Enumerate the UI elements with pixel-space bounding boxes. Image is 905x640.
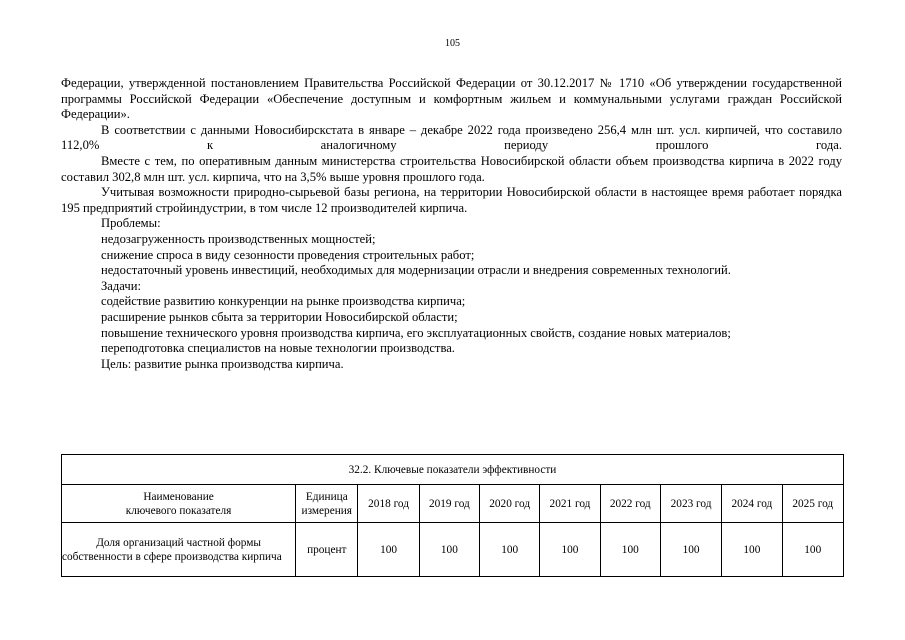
header-year: 2023 год — [660, 485, 721, 523]
table-row — [62, 523, 844, 577]
paragraph-enterprises: Учитывая возможности природно-сырьевой базы региона, на территории Новосибирской области в настоящее время работает порядка 195 предприятий стройиндустрии, в том числе 12 производителей кирпича. — [61, 185, 842, 215]
header-year: 2022 год — [600, 485, 660, 523]
indicator-name: Доля организаций частной формы собственности в сфере производства кирпича — [62, 523, 296, 577]
indicator-value: 100 — [480, 523, 540, 577]
document-body — [61, 76, 842, 372]
task-item: расширение рынков сбыта за территории Новосибирской области; — [101, 309, 458, 324]
paragraph-continuation: Федерации, утвержденной постановлением Правительства Российской Федерации от 30.12.2017 № 1710 «Об утверждении государственной программы Российской Федерации «Обеспечение доступным и комфортным жильем и коммунальными услугами граждан Российской Федерации». — [61, 76, 842, 122]
indicator-value: 100 — [782, 523, 843, 577]
table-header-row — [62, 485, 844, 523]
paragraph-novosibirskstat: В соответствии с данными Новосибирскстата в январе – декабре 2022 года произведено 256,4 млн шт. усл. кирпичей, что составило 112,0% к аналогичному периоду прошлого года. — [61, 122, 842, 153]
header-year: 2018 год — [358, 485, 419, 523]
header-year: 2021 год — [540, 485, 600, 523]
indicator-value: 100 — [722, 523, 782, 577]
indicator-value: 100 — [540, 523, 600, 577]
indicator-value: 100 — [600, 523, 660, 577]
header-year: 2019 год — [419, 485, 479, 523]
problem-item: снижение спроса в виду сезонности проведения строительных работ; — [101, 247, 475, 262]
problem-item: недозагруженность производственных мощностей; — [101, 231, 376, 246]
problem-item: недостаточный уровень инвестиций, необходимых для модернизации отрасли и внедрения современных технологий. — [101, 263, 731, 278]
header-indicator-name: Наименование ключевого показателя — [62, 485, 296, 523]
kpi-table — [61, 454, 844, 577]
problems-heading: Проблемы: — [101, 216, 161, 231]
page-number: 105 — [445, 38, 460, 49]
header-year: 2020 год — [480, 485, 540, 523]
paragraph-ministry-data: Вместе с тем, по оперативным данным министерства строительства Новосибирской области объем производства кирпича в 2022 году составил 302,8 млн шт. усл. кирпича, что на 3,5% выше уровня прошлого года. — [61, 153, 842, 184]
header-unit: Единица измерения — [296, 485, 358, 523]
indicator-value: 100 — [358, 523, 419, 577]
indicator-unit: процент — [296, 523, 358, 577]
goal-statement: Цель: развитие рынка производства кирпича. — [101, 356, 344, 371]
header-year: 2024 год — [722, 485, 782, 523]
task-item: повышение технического уровня производства кирпича, его эксплуатационных свойств, создание новых материалов; — [101, 325, 731, 340]
indicator-value: 100 — [660, 523, 721, 577]
indicator-value: 100 — [419, 523, 479, 577]
task-item: переподготовка специалистов на новые технологии производства. — [101, 341, 455, 356]
table-title: 32.2. Ключевые показатели эффективности — [62, 455, 844, 485]
header-year: 2025 год — [782, 485, 843, 523]
tasks-heading: Задачи: — [101, 278, 141, 293]
task-item: содействие развитию конкуренции на рынке производства кирпича; — [101, 294, 466, 309]
